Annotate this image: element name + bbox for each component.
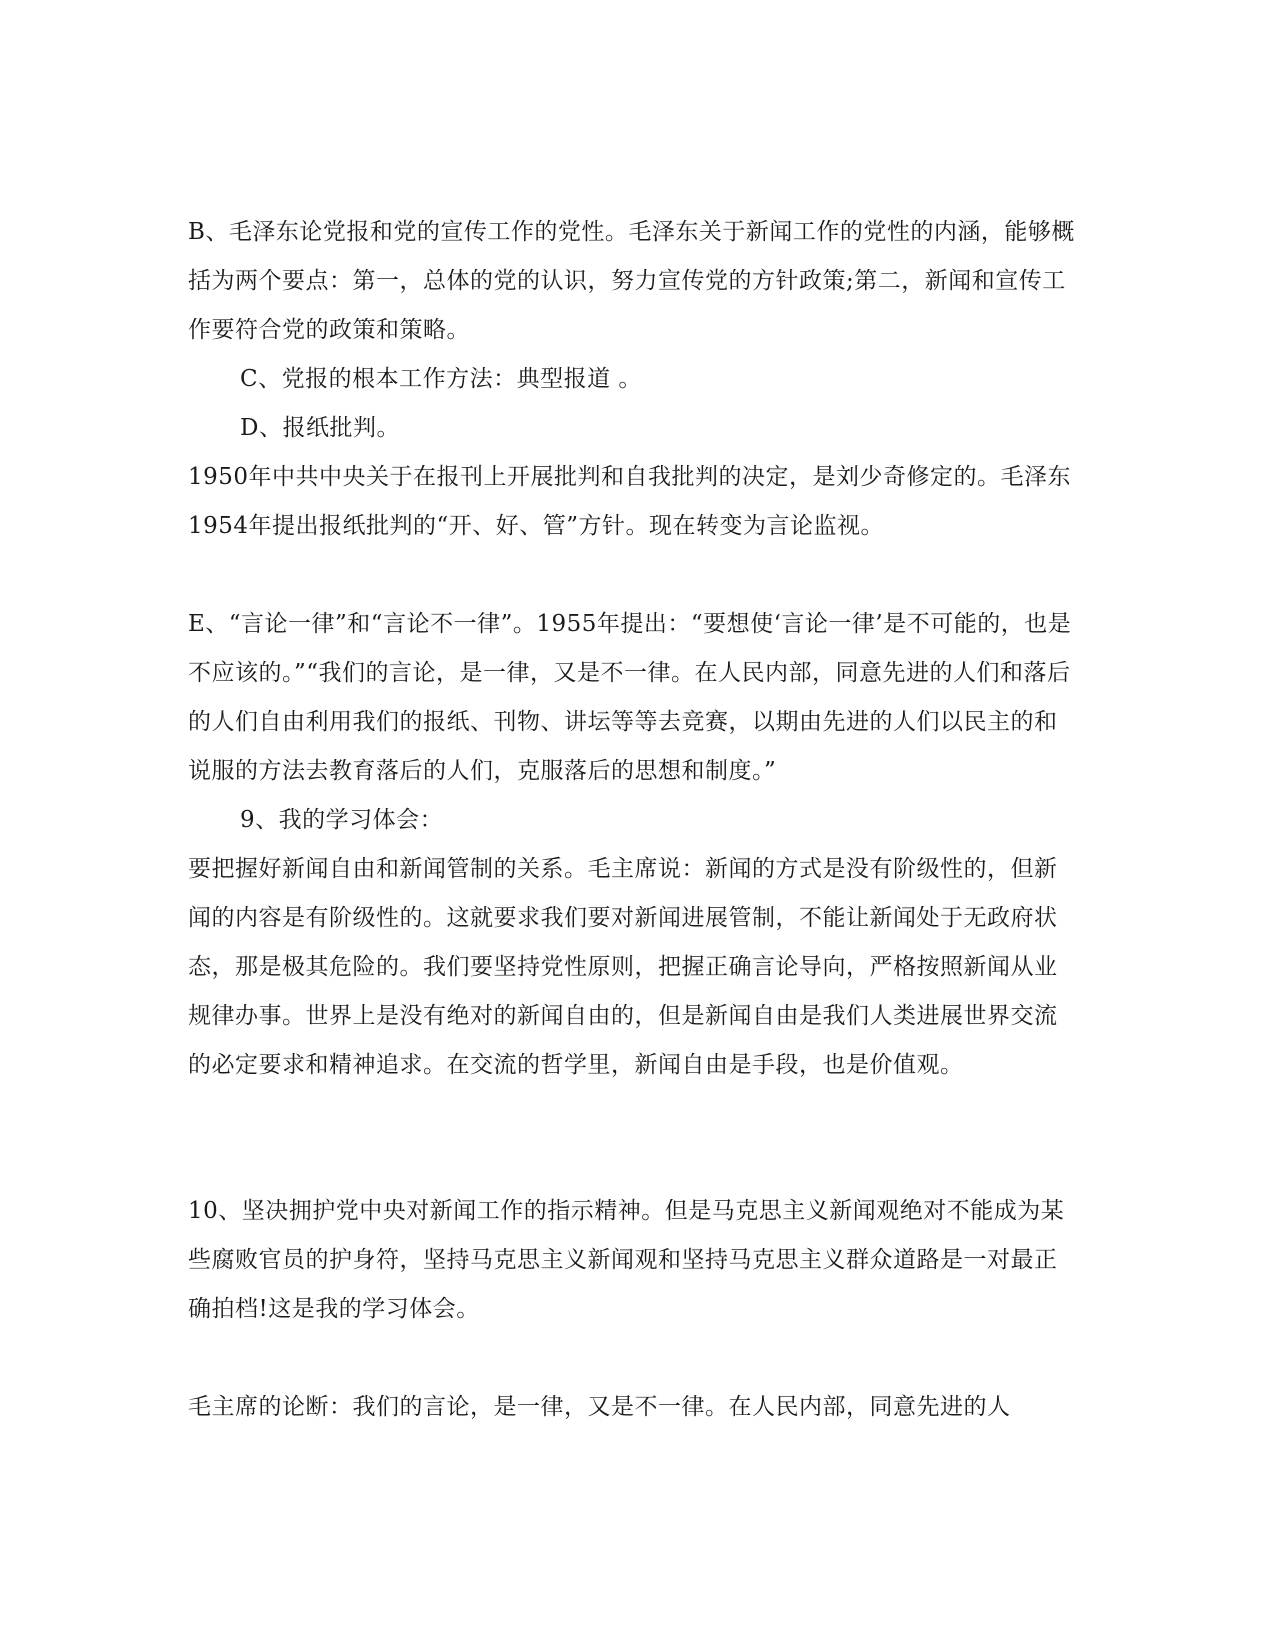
paragraph-b: B、毛泽东论党报和党的宣传工作的党性。毛泽东关于新闻工作的党性的内涵，能够概括为两个要点：第一，总体的党的认识，努力宣传党的方针政策;第二，新闻和宣传工作要符合党的政策和策略。: [188, 219, 1075, 343]
heading-study-notes: 9、我的学习体会：: [240, 807, 444, 833]
paragraph-study-notes: 要把握好新闻自由和新闻管制的关系。毛主席说：新闻的方式是没有阶级性的，但新闻的内容是有阶级性的。这就要求我们要对新闻进展管制，不能让新闻处于无政府状态，那是极其危险的。我们要坚持党性原则，把握正确言论导向，严格按照新闻从业规律办事。世界上是没有绝对的新闻自由的，但是新闻自由是我们人类进展世界交流的必定要求和精神追求。在交流的哲学里，新闻自由是手段，也是价值观。: [188, 856, 1058, 1078]
paragraph-1950: 1950年中共中央关于在报刊上开展批判和自我批判的决定，是刘少奇修定的。毛泽东1954年提出报纸批判的“开、好、管”方针。现在转变为言论监视。: [188, 464, 1072, 539]
paragraph-e: E、“言论一律”和“言论不一律”。1955年提出：“要想使‘言论一律’是不可能的，也是不应该的。”“我们的言论，是一律，又是不一律。在人民内部，同意先进的人们和落后的人们自由利用我们的报纸、刊物、讲坛等等去竞赛，以期由先进的人们以民主的和说服的方法去教育落后的人们，克服落后的思想和制度。”: [188, 611, 1072, 784]
paragraph-10: 10、坚决拥护党中央对新闻工作的指示精神。但是马克思主义新闻观绝对不能成为某些腐败官员的护身符，坚持马克思主义新闻观和坚持马克思主义群众道路是一对最正确拍档!这是我的学习体会。: [188, 1198, 1065, 1322]
paragraph-c: C、党报的根本工作方法：典型报道 。: [240, 366, 642, 392]
paragraph-mao-statement: 毛主席的论断：我们的言论，是一律，又是不一律。在人民内部，同意先进的人: [188, 1394, 1011, 1420]
paragraph-d: D、报纸批判。: [240, 415, 400, 441]
